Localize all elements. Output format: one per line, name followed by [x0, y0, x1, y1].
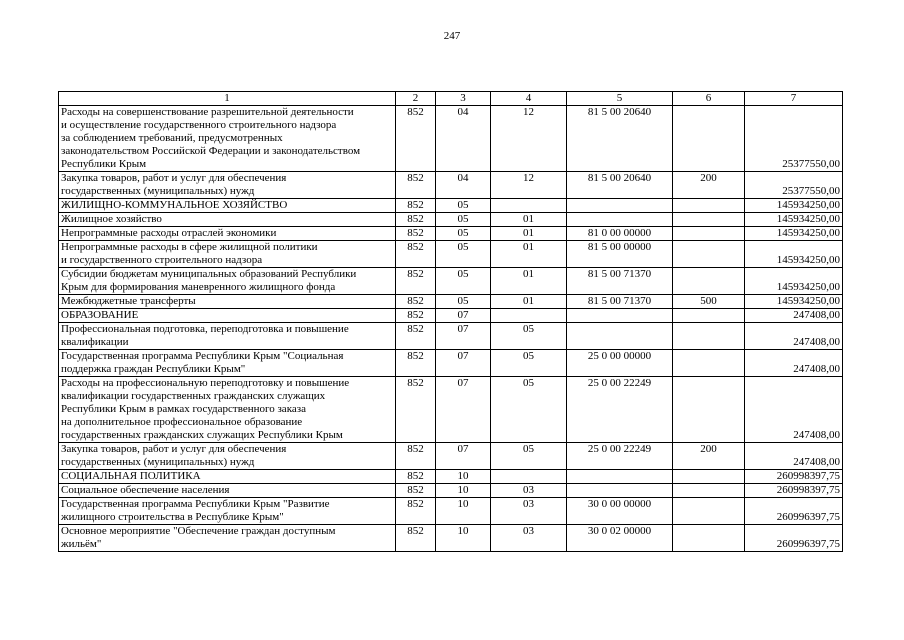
- section-code-cell: 05: [436, 227, 491, 241]
- col-header: 3: [436, 92, 491, 106]
- subsection-code-cell: [491, 199, 567, 213]
- page-number: 247: [443, 30, 461, 42]
- section-code-cell: 04: [436, 106, 491, 172]
- ministry-code-cell: 852: [396, 309, 436, 323]
- table-row: [59, 484, 843, 498]
- target-article-cell: 25 0 00 00000: [567, 350, 673, 377]
- section-code-cell: 10: [436, 484, 491, 498]
- row-name-cell: Закупка товаров, работ и услуг для обеспечения государственных (муниципальных) нужд: [59, 443, 396, 470]
- section-code-cell: 10: [436, 498, 491, 525]
- ministry-code-cell: 852: [396, 199, 436, 213]
- table-row: [59, 498, 843, 525]
- row-name-cell: ОБРАЗОВАНИЕ: [59, 309, 396, 323]
- table-row: [59, 268, 843, 295]
- target-article-cell: 25 0 00 22249: [567, 377, 673, 443]
- expense-type-cell: [673, 323, 745, 350]
- section-code-cell: 10: [436, 525, 491, 552]
- ministry-code-cell: 852: [396, 295, 436, 309]
- target-article-cell: [567, 484, 673, 498]
- section-code-cell: 05: [436, 295, 491, 309]
- amount-cell: 145934250,00: [745, 199, 843, 213]
- subsection-code-cell: 05: [491, 323, 567, 350]
- amount-cell: 145934250,00: [745, 213, 843, 227]
- subsection-code-cell: 12: [491, 106, 567, 172]
- amount-cell: 25377550,00: [745, 106, 843, 172]
- subsection-code-cell: 01: [491, 213, 567, 227]
- subsection-code-cell: 01: [491, 295, 567, 309]
- row-name-cell: Расходы на совершенствование разрешительной деятельности и осуществление государственного строительного надзора за соблюдением требований, предусмотренных законодательством Российской Федерации и законодательством Республики Крым: [59, 106, 396, 172]
- ministry-code-cell: 852: [396, 268, 436, 295]
- amount-cell: 247408,00: [745, 443, 843, 470]
- expense-type-cell: [673, 350, 745, 377]
- row-name-cell: Государственная программа Республики Крым "Социальная поддержка граждан Республики Крым": [59, 350, 396, 377]
- ministry-code-cell: 852: [396, 227, 436, 241]
- table-row: [59, 470, 843, 484]
- table-row: [59, 227, 843, 241]
- subsection-code-cell: 05: [491, 443, 567, 470]
- subsection-code-cell: 12: [491, 172, 567, 199]
- row-name-cell: Непрограммные расходы отраслей экономики: [59, 227, 396, 241]
- budget-table: [58, 91, 843, 552]
- ministry-code-cell: 852: [396, 350, 436, 377]
- amount-cell: 145934250,00: [745, 241, 843, 268]
- col-header: 1: [59, 92, 396, 106]
- col-header: 6: [673, 92, 745, 106]
- subsection-code-cell: [491, 309, 567, 323]
- expense-type-cell: [673, 106, 745, 172]
- expense-type-cell: [673, 309, 745, 323]
- ministry-code-cell: 852: [396, 470, 436, 484]
- expense-type-cell: 500: [673, 295, 745, 309]
- section-code-cell: 07: [436, 443, 491, 470]
- target-article-cell: 81 5 00 20640: [567, 172, 673, 199]
- row-name-cell: ЖИЛИЩНО-КОММУНАЛЬНОЕ ХОЗЯЙСТВО: [59, 199, 396, 213]
- amount-cell: 247408,00: [745, 377, 843, 443]
- section-code-cell: 07: [436, 377, 491, 443]
- table-row: [59, 106, 843, 172]
- amount-cell: 247408,00: [745, 350, 843, 377]
- row-name-cell: Расходы на профессиональную переподготовку и повышение квалификации государственных гражданских служащих Республики Крым в рамках государственного заказа на дополнительное профессиональное образование государственных гражданских служащих Республики Крым: [59, 377, 396, 443]
- ministry-code-cell: 852: [396, 443, 436, 470]
- ministry-code-cell: 852: [396, 498, 436, 525]
- subsection-code-cell: 03: [491, 498, 567, 525]
- expense-type-cell: [673, 213, 745, 227]
- subsection-code-cell: 05: [491, 350, 567, 377]
- expense-type-cell: [673, 268, 745, 295]
- target-article-cell: [567, 323, 673, 350]
- col-header: 7: [745, 92, 843, 106]
- row-name-cell: Субсидии бюджетам муниципальных образований Республики Крым для формирования маневренного жилищного фонда: [59, 268, 396, 295]
- ministry-code-cell: 852: [396, 172, 436, 199]
- amount-cell: 145934250,00: [745, 295, 843, 309]
- table-row: [59, 241, 843, 268]
- target-article-cell: 81 0 00 00000: [567, 227, 673, 241]
- section-code-cell: 05: [436, 213, 491, 227]
- section-code-cell: 07: [436, 323, 491, 350]
- ministry-code-cell: 852: [396, 106, 436, 172]
- table-row: [59, 323, 843, 350]
- target-article-cell: [567, 470, 673, 484]
- expense-type-cell: [673, 525, 745, 552]
- expense-type-cell: [673, 241, 745, 268]
- table-row: [59, 295, 843, 309]
- expense-type-cell: [673, 498, 745, 525]
- row-name-cell: Жилищное хозяйство: [59, 213, 396, 227]
- col-header: 2: [396, 92, 436, 106]
- expense-type-cell: 200: [673, 172, 745, 199]
- amount-cell: 145934250,00: [745, 227, 843, 241]
- amount-cell: 145934250,00: [745, 268, 843, 295]
- amount-cell: 260998397,75: [745, 470, 843, 484]
- row-name-cell: Социальное обеспечение населения: [59, 484, 396, 498]
- section-code-cell: 07: [436, 350, 491, 377]
- subsection-code-cell: 01: [491, 227, 567, 241]
- table-body: [59, 106, 843, 552]
- target-article-cell: 25 0 00 22249: [567, 443, 673, 470]
- section-code-cell: 05: [436, 241, 491, 268]
- section-code-cell: 05: [436, 199, 491, 213]
- target-article-cell: 81 5 00 00000: [567, 241, 673, 268]
- expense-type-cell: [673, 470, 745, 484]
- subsection-code-cell: [491, 470, 567, 484]
- subsection-code-cell: 03: [491, 525, 567, 552]
- target-article-cell: [567, 213, 673, 227]
- col-header: 4: [491, 92, 567, 106]
- header-row: [59, 92, 843, 106]
- ministry-code-cell: 852: [396, 241, 436, 268]
- table-row: [59, 350, 843, 377]
- ministry-code-cell: 852: [396, 377, 436, 443]
- row-name-cell: СОЦИАЛЬНАЯ ПОЛИТИКА: [59, 470, 396, 484]
- section-code-cell: 07: [436, 309, 491, 323]
- section-code-cell: 10: [436, 470, 491, 484]
- row-name-cell: Закупка товаров, работ и услуг для обеспечения государственных (муниципальных) нужд: [59, 172, 396, 199]
- target-article-cell: 81 5 00 71370: [567, 295, 673, 309]
- amount-cell: 25377550,00: [745, 172, 843, 199]
- subsection-code-cell: 05: [491, 377, 567, 443]
- ministry-code-cell: 852: [396, 484, 436, 498]
- subsection-code-cell: 03: [491, 484, 567, 498]
- amount-cell: 247408,00: [745, 323, 843, 350]
- col-header: 5: [567, 92, 673, 106]
- target-article-cell: 81 5 00 71370: [567, 268, 673, 295]
- target-article-cell: 30 0 02 00000: [567, 525, 673, 552]
- expense-type-cell: 200: [673, 443, 745, 470]
- table-row: [59, 525, 843, 552]
- amount-cell: 260996397,75: [745, 498, 843, 525]
- table-row: [59, 199, 843, 213]
- table-row: [59, 213, 843, 227]
- ministry-code-cell: 852: [396, 323, 436, 350]
- subsection-code-cell: 01: [491, 268, 567, 295]
- subsection-code-cell: 01: [491, 241, 567, 268]
- row-name-cell: Непрограммные расходы в сфере жилищной политики и государственного строительного надзора: [59, 241, 396, 268]
- amount-cell: 260998397,75: [745, 484, 843, 498]
- row-name-cell: Межбюджетные трансферты: [59, 295, 396, 309]
- expense-type-cell: [673, 377, 745, 443]
- table-row: [59, 309, 843, 323]
- row-name-cell: Основное мероприятие "Обеспечение граждан доступным жильём": [59, 525, 396, 552]
- target-article-cell: [567, 309, 673, 323]
- expense-type-cell: [673, 484, 745, 498]
- expense-type-cell: [673, 199, 745, 213]
- target-article-cell: [567, 199, 673, 213]
- row-name-cell: Государственная программа Республики Крым "Развитие жилищного строительства в Республике Крым": [59, 498, 396, 525]
- section-code-cell: 05: [436, 268, 491, 295]
- table-row: [59, 377, 843, 443]
- section-code-cell: 04: [436, 172, 491, 199]
- amount-cell: 247408,00: [745, 309, 843, 323]
- table-row: [59, 172, 843, 199]
- ministry-code-cell: 852: [396, 213, 436, 227]
- target-article-cell: 30 0 00 00000: [567, 498, 673, 525]
- ministry-code-cell: 852: [396, 525, 436, 552]
- table-row: [59, 443, 843, 470]
- expense-type-cell: [673, 227, 745, 241]
- amount-cell: 260996397,75: [745, 525, 843, 552]
- target-article-cell: 81 5 00 20640: [567, 106, 673, 172]
- row-name-cell: Профессиональная подготовка, переподготовка и повышение квалификации: [59, 323, 396, 350]
